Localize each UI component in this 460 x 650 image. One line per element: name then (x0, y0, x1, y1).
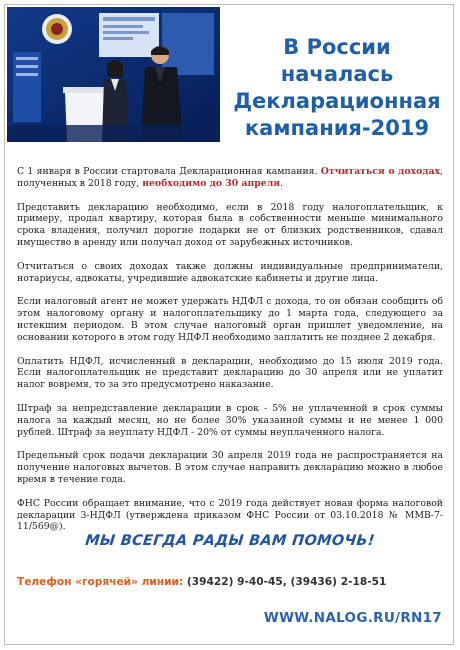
highlight-deadline: необходимо до 30 апреля (142, 177, 281, 189)
headline-line-1: В России началась (280, 35, 394, 86)
expo-stand-image (7, 7, 220, 142)
paragraph-who-must-file: Представить декларацию необходимо, если в 2018 году налогоплательщик, к примеру, продал квартиру, которая была в собственности меньше минимального срока владения, получил дорогие подарки не от близких родственников, сдавал имущество в аренду или получал доход от зарубежных источников. (17, 201, 443, 248)
hotline-label: Телефон «горячей» линии: (17, 576, 184, 588)
hotline-numbers: (39422) 9-40-45, (39436) 2-18-51 (183, 576, 387, 588)
intro-period: . (280, 177, 284, 189)
headline-line-3: кампания-2019 (244, 116, 430, 140)
paragraph-payment-deadline: Оплатить НДФЛ, исчисленный в декларации, необходимо до 15 июля 2019 года. Если налогоплательщик не представит декларацию до 30 апреля или не уплатит налог вовремя, то за это предусмотрено наказание. (17, 355, 443, 391)
headline-line-2: Декларационная (233, 89, 441, 113)
intro-text: С 1 января в России стартовала Декларационная кампания. (17, 166, 321, 177)
paragraph-deductions: Предельный срок подачи декларации 30 апреля 2019 года не распространяется на получение налоговых вычетов. В этом случае направить декларацию можно в любое время в течение года. (17, 450, 443, 485)
paragraph-new-form: ФНС России обращает внимание, что с 2019 года действует новая форма налоговой декларации 3-НДФЛ (утверждена приказом ФНС России от 03.10.2018 № ММВ-7-11/569@). (17, 497, 443, 533)
article-body (17, 166, 443, 545)
paragraph-intro (17, 166, 443, 190)
hotline (17, 576, 386, 588)
website-link[interactable]: WWW.NALOG.RU/RN17 (263, 610, 442, 626)
paragraph-entrepreneurs: Отчитаться о своих доходах также должны индивидуальные предприниматели, нотариусы, адвокаты, учредившие адвокатские кабинеты и другие лица. (17, 260, 443, 284)
paragraph-tax-agent: Если налоговый агент не может удержать НДФЛ с дохода, то он обязан сообщить об этом налоговому органу и налогоплательщику до 1 марта года, следующего за истекшим периодом. В этом случае налоговый орган пришлет уведомление, на основании которого в этом году НДФЛ необходимо заплатить не позднее 2 декабря. (17, 296, 443, 343)
paragraph-fines: Штраф за непредставление декларации в срок - 5% не уплаченной в срок суммы налога за каждый месяц, но не более 30% указанной суммы и не менее 1 000 рублей. Штраф за неуплату НДФЛ - 20% от суммы неуплаченного налога. (17, 402, 443, 438)
highlight-report-income: Отчитаться о доходах (320, 166, 441, 177)
headline (224, 34, 450, 142)
header-photo (7, 7, 220, 142)
slogan: МЫ ВСЕГДА РАДЫ ВАМ ПОМОЧЬ! (84, 533, 376, 549)
intro-text-2: , полученных в 2018 году, (17, 166, 443, 189)
